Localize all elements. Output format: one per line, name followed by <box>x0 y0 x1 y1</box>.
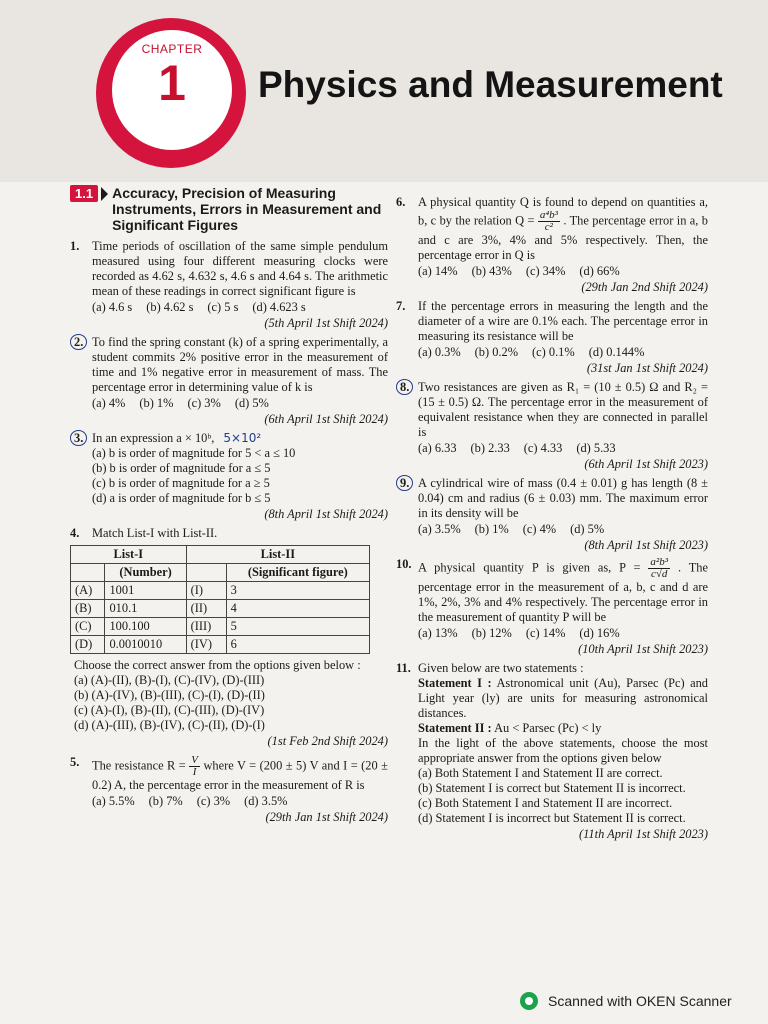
options <box>418 345 708 360</box>
option-b: (b) 0.2% <box>474 345 519 359</box>
question-5 <box>70 755 388 825</box>
source-tag: (29th Jan 1st Shift 2024) <box>265 810 388 824</box>
option-a: (a) Both Statement I and Statement II are correct. <box>418 766 663 780</box>
question-number: 3. <box>70 430 87 446</box>
option-b: (b) 7% <box>148 794 183 808</box>
option-b: (b) b is order of magnitude for a ≤ 5 <box>92 461 271 475</box>
option-c: (c) 14% <box>525 626 566 640</box>
options <box>92 300 388 315</box>
question-number: 8. <box>396 379 413 395</box>
question-text: Given below are two statements : <box>418 661 584 675</box>
question-text: Match List-I with List-II. <box>92 526 218 540</box>
scanner-watermark <box>520 992 732 1010</box>
statement-2: Au < Parsec (Pc) < ly <box>494 721 602 735</box>
option-d: (d) 16% <box>579 626 620 640</box>
chapter-label: CHAPTER <box>141 42 203 56</box>
option-c: (c) 5 s <box>207 300 239 314</box>
option-a: (a) (A)-(II), (B)-(I), (C)-(IV), (D)-(III) <box>74 673 265 687</box>
question-text-cont: . The percentage error in a, b and c are 3%, 4% and 5% respectively. Then, the percentage error in Q is <box>418 213 708 262</box>
option-d: (d) 5% <box>234 396 269 410</box>
table-row: (A) 1001 (I) 3 <box>71 582 370 600</box>
options <box>418 264 708 279</box>
fraction: $\frac{\text{a⁴b³}}{\text{c²}}$ <box>539 209 558 233</box>
option-d: (d) Statement I is incorrect but Statement II is correct. <box>418 811 686 825</box>
source-tag: (5th April 1st Shift 2024) <box>264 316 388 330</box>
question-9 <box>396 476 708 553</box>
question-number: 1. <box>70 239 80 253</box>
option-b: (b) 2.33 <box>470 441 510 455</box>
handwritten-note: 5×10² <box>223 431 262 445</box>
question-number: 7. <box>396 299 406 313</box>
option-a: (a) 3.5% <box>418 522 461 536</box>
table-row: (C) 100.100 (III) 5 <box>71 618 370 636</box>
source-tag: (1st Feb 2nd Shift 2024) <box>267 734 388 748</box>
option-d: (d) (A)-(III), (B)-(IV), (C)-(II), (D)-(I) <box>74 718 265 732</box>
section-arrow-icon <box>101 187 108 201</box>
question-number: 4. <box>70 526 80 540</box>
question-number: 11. <box>396 661 411 675</box>
source-tag: (11th April 1st Shift 2023) <box>579 827 708 841</box>
option-a: (a) 5.5% <box>92 794 135 808</box>
option-b: (b) (A)-(IV), (B)-(III), (C)-(I), (D)-(II) <box>74 688 265 702</box>
question-6 <box>396 195 708 295</box>
option-c: (c) 3% <box>196 794 231 808</box>
question-text-cont: . The percentage error in the measurement of a, b, c and d are 1%, 2%, 3% and 4% respectively. The percentage error in the measurement of quantity P will be <box>418 560 708 624</box>
option-b: (b) 43% <box>471 264 512 278</box>
option-d: (d) 5% <box>570 522 605 536</box>
option-b: (b) 1% <box>139 396 174 410</box>
question-text: Two resistances are given as R₁ = (10 ± 0.5) Ω and R₂ = (15 ± 0.5) Ω. The percentage error in the measurement of equivalent resistance when they are connected in parallel is <box>418 380 708 439</box>
option-a: (a) 0.3% <box>418 345 461 359</box>
table-row: (B) 010.1 (II) 4 <box>71 600 370 618</box>
table-row: (D) 0.0010010 (IV) 6 <box>71 636 370 654</box>
section-title: Accuracy, Precision of Measuring Instruments, Errors in Measurement and Significant Figures <box>112 185 382 233</box>
source-tag: (29th Jan 2nd Shift 2024) <box>581 280 708 294</box>
question-1 <box>70 239 388 331</box>
question-text: A physical quantity P is given as, P = <box>418 560 641 575</box>
option-a: (a) 14% <box>418 264 458 278</box>
question-text: In an expression a × 10ᵇ, <box>92 431 215 445</box>
question-3 <box>70 431 388 522</box>
option-b: (b) 4.62 s <box>146 300 194 314</box>
option-d: (d) 4.623 s <box>252 300 306 314</box>
question-text: If the percentage errors in measuring the length and the diameter of a wire are 0.1% each. The percentage error in measuring its resistance will be <box>418 299 708 343</box>
chapter-title: Physics and Measurement <box>258 64 723 105</box>
statement-2-label: Statement II : <box>418 721 492 735</box>
table-subheader-number: (Number) <box>105 564 186 582</box>
option-d: (d) 0.144% <box>588 345 645 359</box>
statement-1: Astronomical unit (Au), Parsec (Pc) and Light year (ly) are units for measuring astronomical distances. <box>418 676 708 720</box>
question-number: 2. <box>70 334 87 350</box>
option-c: (c) 34% <box>525 264 566 278</box>
option-b: (b) Statement I is correct but Statement II is incorrect. <box>418 781 686 795</box>
question-number: 10. <box>396 557 412 571</box>
question-prompt: In the light of the above statements, choose the most appropriate answer from the options given below <box>418 736 708 765</box>
options <box>92 396 388 411</box>
fraction: $\frac{\text{a²b³}}{c√d}$ <box>650 556 669 580</box>
section-heading <box>70 185 388 233</box>
options <box>418 441 708 456</box>
fraction: $\frac{V}{I}$ <box>191 754 198 778</box>
question-2 <box>70 335 388 427</box>
question-number: 6. <box>396 195 406 209</box>
match-table <box>70 545 370 654</box>
question-prompt: Choose the correct answer from the options given below : <box>74 658 361 672</box>
question-7 <box>396 299 708 376</box>
question-text: A physical quantity Q is found to depend on quantities a, b, c by the relation Q = <box>418 195 708 228</box>
option-d: (d) 3.5% <box>244 794 288 808</box>
question-11 <box>396 661 708 842</box>
option-a: (a) 6.33 <box>418 441 457 455</box>
option-b: (b) 1% <box>474 522 509 536</box>
option-a: (a) 4.6 s <box>92 300 133 314</box>
option-c: (c) 4.33 <box>523 441 563 455</box>
question-10 <box>396 557 708 657</box>
option-b: (b) 12% <box>471 626 512 640</box>
section-number: 1.1 <box>70 185 98 202</box>
option-c: (c) 4% <box>522 522 557 536</box>
right-column <box>396 195 708 846</box>
option-c: (c) 3% <box>187 396 221 410</box>
table-header-list1: List-I <box>71 546 187 564</box>
scanner-text: Scanned with OKEN Scanner <box>548 993 732 1009</box>
option-d: (d) 5.33 <box>576 441 616 455</box>
left-column <box>70 185 388 829</box>
source-tag: (31st Jan 1st Shift 2024) <box>586 361 708 375</box>
question-text-cont: where V = (200 ± 5) V and I = (20 ± 0.2) A, the percentage error in the measurement of R is <box>92 758 388 792</box>
option-c: (c) (A)-(I), (B)-(II), (C)-(III), (D)-(IV) <box>74 703 265 717</box>
option-d: (d) 66% <box>579 264 620 278</box>
option-a: (a) b is order of magnitude for 5 < a ≤ 10 <box>92 446 296 460</box>
option-a: (a) 4% <box>92 396 126 410</box>
chapter-number: 1 <box>158 55 186 111</box>
statement-1-label: Statement I : <box>418 676 492 690</box>
source-tag: (8th April 1st Shift 2024) <box>264 507 388 521</box>
source-tag: (10th April 1st Shift 2023) <box>578 642 708 656</box>
option-c: (c) 0.1% <box>532 345 575 359</box>
source-tag: (6th April 1st Shift 2023) <box>584 457 708 471</box>
question-text: To find the spring constant (k) of a spring experimentally, a student commits 2% positive error in the measurement of time and 1% negative error in measurement of mass. The percentage error in determining value of k is <box>92 335 388 394</box>
question-text: Time periods of oscillation of the same simple pendulum measured using four different measuring clocks were recorded as 4.62 s, 4.632 s, 4.6 s and 4.64 s. The arithmetic mean of these readings in correct significant figure is <box>92 239 388 298</box>
question-number: 9. <box>396 475 413 491</box>
question-4 <box>70 526 388 541</box>
option-d: (d) a is order of magnitude for b ≤ 5 <box>92 491 271 505</box>
option-c: (c) Both Statement I and Statement II are incorrect. <box>418 796 673 810</box>
chapter-badge <box>112 30 232 150</box>
question-text: The resistance R = <box>92 758 186 773</box>
question-8 <box>396 380 708 472</box>
option-a: (a) 13% <box>418 626 458 640</box>
question-text: A cylindrical wire of mass (0.4 ± 0.01) g has length (8 ± 0.04) cm and radius (6 ± 0.03) mm. The maximum error in its density will be <box>418 476 708 520</box>
source-tag: (6th April 1st Shift 2024) <box>264 412 388 426</box>
options <box>418 522 708 537</box>
option-c: (c) b is order of magnitude for a ≥ 5 <box>92 476 270 490</box>
table-header-list2: List-II <box>186 546 369 564</box>
scanner-logo-icon <box>520 992 538 1010</box>
options <box>92 794 388 809</box>
source-tag: (8th April 1st Shift 2023) <box>584 538 708 552</box>
options <box>418 626 708 641</box>
table-subheader-sigfig: (Significant figure) <box>226 564 369 582</box>
question-number: 5. <box>70 755 80 769</box>
